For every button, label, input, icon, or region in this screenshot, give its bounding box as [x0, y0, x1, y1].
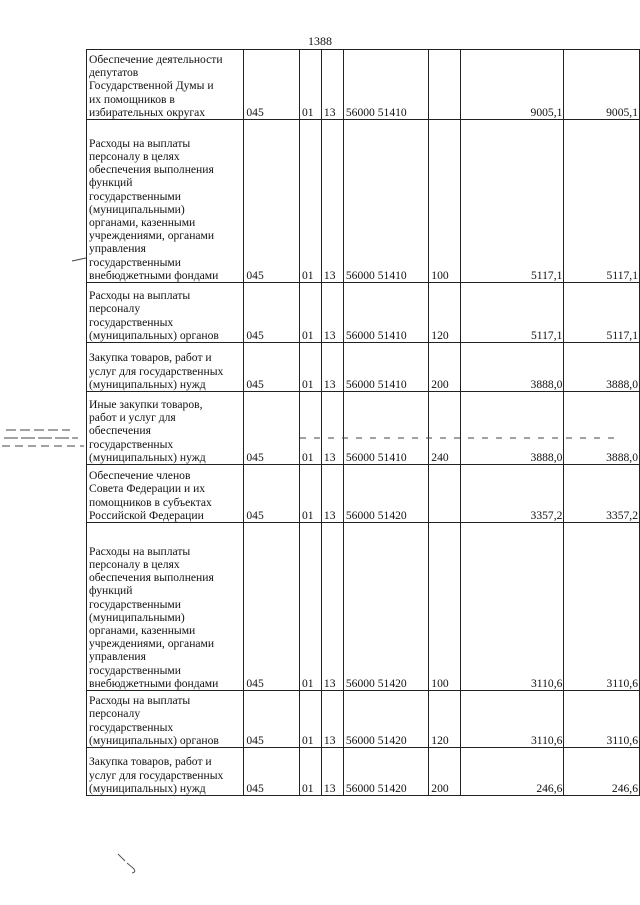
table-row: [87, 120, 640, 283]
cell-amount2: 5117,1: [564, 120, 640, 283]
cell-name: Закупка товаров, работ и услуг для государственных (муниципальных) нужд: [87, 343, 244, 392]
cell-ministry: 045: [244, 283, 300, 343]
page-number: 1388: [308, 34, 332, 48]
table-row: [87, 283, 640, 343]
cell-section: 01: [299, 50, 321, 120]
cell-amount2: 3357,2: [564, 465, 640, 523]
cell-amount1: 3110,6: [461, 691, 564, 748]
cell-subsection: 13: [321, 523, 343, 691]
cell-subsection: 13: [321, 748, 343, 796]
cell-section: 01: [299, 748, 321, 796]
cell-section: 01: [299, 283, 321, 343]
cell-amount2: 3110,6: [564, 523, 640, 691]
cell-section: 01: [299, 691, 321, 748]
cell-target: 56000 51410: [343, 283, 428, 343]
cell-amount1: 5117,1: [461, 283, 564, 343]
cell-amount1: 3888,0: [461, 392, 564, 465]
cell-expense-type: [429, 465, 461, 523]
cell-amount2: 246,6: [564, 748, 640, 796]
cell-amount2: 3110,6: [564, 691, 640, 748]
cell-expense-type: 100: [429, 523, 461, 691]
cell-target: 56000 51420: [343, 748, 428, 796]
cell-section: 01: [299, 523, 321, 691]
cell-section: 01: [299, 343, 321, 392]
cell-subsection: 13: [321, 283, 343, 343]
cell-target: 56000 51410: [343, 120, 428, 283]
cell-name: Расходы на выплаты персоналу в целях обеспечения выполнения функций государственными (муниципальными) органами, казенными учреждениями, органами управления государственными внебюджетными фондами: [87, 120, 244, 283]
table-row: [87, 343, 640, 392]
cell-amount2: 9005,1: [564, 50, 640, 120]
cell-name: Расходы на выплаты персоналу в целях обеспечения выполнения функций государственными (муниципальными) органами, казенными учреждениями, органами управления государственными внебюджетными фондами: [87, 523, 244, 691]
cell-target: 56000 51420: [343, 691, 428, 748]
cell-name: Закупка товаров, работ и услуг для государственных (муниципальных) нужд: [87, 748, 244, 796]
cell-ministry: 045: [244, 465, 300, 523]
cell-expense-type: 240: [429, 392, 461, 465]
cell-amount1: 9005,1: [461, 50, 564, 120]
cell-expense-type: 120: [429, 691, 461, 748]
cell-section: 01: [299, 465, 321, 523]
cell-amount2: 3888,0: [564, 343, 640, 392]
cell-expense-type: 200: [429, 343, 461, 392]
scan-artifact-tick: [70, 255, 90, 265]
table-row: [87, 50, 640, 120]
cell-amount1: 246,6: [461, 748, 564, 796]
cell-subsection: 13: [321, 50, 343, 120]
cell-amount1: 5117,1: [461, 120, 564, 283]
scan-artifact-squiggle: [115, 852, 145, 876]
table-row: [87, 748, 640, 796]
cell-subsection: 13: [321, 120, 343, 283]
cell-target: 56000 51410: [343, 392, 428, 465]
cell-name: Расходы на выплаты персоналу государственных (муниципальных) органов: [87, 691, 244, 748]
cell-name: Обеспечение деятельности депутатов Государственной Думы и их помощников в избирательных округах: [87, 50, 244, 120]
cell-expense-type: 200: [429, 748, 461, 796]
cell-name: Обеспечение членов Совета Федерации и их помощников в субъектах Российской Федерации: [87, 465, 244, 523]
cell-subsection: 13: [321, 343, 343, 392]
cell-section: 01: [299, 392, 321, 465]
cell-expense-type: 100: [429, 120, 461, 283]
cell-target: 56000 51410: [343, 50, 428, 120]
cell-ministry: 045: [244, 523, 300, 691]
cell-ministry: 045: [244, 50, 300, 120]
cell-target: 56000 51420: [343, 523, 428, 691]
cell-amount1: 3357,2: [461, 465, 564, 523]
cell-amount2: 3888,0: [564, 392, 640, 465]
cell-amount1: 3888,0: [461, 343, 564, 392]
cell-target: 56000 51420: [343, 465, 428, 523]
cell-subsection: 13: [321, 465, 343, 523]
cell-ministry: 045: [244, 748, 300, 796]
cell-amount1: 3110,6: [461, 523, 564, 691]
cell-target: 56000 51410: [343, 343, 428, 392]
cell-amount2: 5117,1: [564, 283, 640, 343]
cell-name: Иные закупки товаров, работ и услуг для обеспечения государственных (муниципальных) нужд: [87, 392, 244, 465]
scan-artifact-dashes: [0, 410, 640, 470]
cell-section: 01: [299, 120, 321, 283]
cell-subsection: 13: [321, 392, 343, 465]
table-row: [87, 523, 640, 691]
cell-subsection: 13: [321, 691, 343, 748]
cell-expense-type: 120: [429, 283, 461, 343]
cell-expense-type: [429, 50, 461, 120]
table-row: [87, 465, 640, 523]
cell-ministry: 045: [244, 392, 300, 465]
table-row: [87, 691, 640, 748]
cell-ministry: 045: [244, 691, 300, 748]
cell-name: Расходы на выплаты персоналу государственных (муниципальных) органов: [87, 283, 244, 343]
cell-ministry: 045: [244, 343, 300, 392]
cell-ministry: 045: [244, 120, 300, 283]
